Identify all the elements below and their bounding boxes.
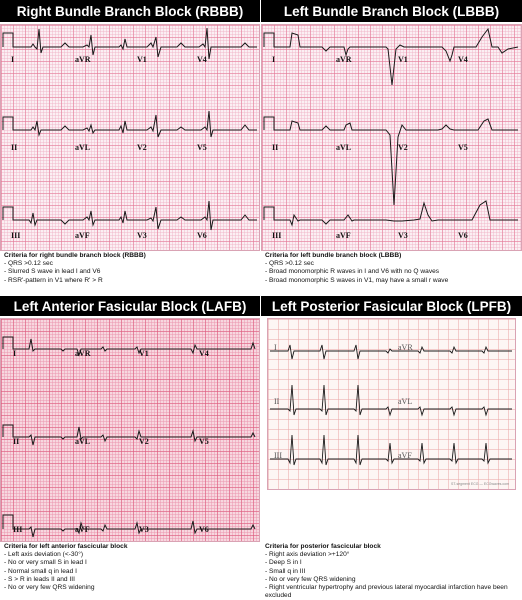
lafb-lead-v3: V3 xyxy=(139,525,149,534)
rbbb-title: Right Bundle Branch Block (RBBB) xyxy=(0,0,260,22)
lafb-criteria-title: Criteria for left anterior fascicular block xyxy=(4,543,128,550)
lbbb-lead-i: I xyxy=(272,55,276,64)
lafb-title: Left Anterior Fasicular Block (LAFB) xyxy=(0,296,260,316)
rbbb-lead-v6: V6 xyxy=(197,231,207,240)
lpfb-panel xyxy=(261,298,522,599)
lafb-criterion: - No or very few QRS widening xyxy=(4,584,95,592)
lpfb-watermark: ST-segment ECG — ECGwaves.com xyxy=(451,482,509,486)
rbbb-lead-i: I xyxy=(11,55,15,64)
lpfb-criteria xyxy=(265,543,519,600)
lbbb-criterion: - QRS >0.12 sec xyxy=(265,260,314,268)
lafb-lead-avf: aVF xyxy=(75,525,90,534)
lafb-criterion: - No or very small S in lead I xyxy=(4,559,87,567)
lpfb-criterion: - Deep S in I xyxy=(265,559,302,567)
lpfb-criteria-title: Criteria for posterior fascicular block xyxy=(265,543,381,550)
lpfb-criterion: - Right ventricular hypertrophy and previous lateral myocardial infarction have been excluded xyxy=(265,584,508,600)
lafb-lead-i: I xyxy=(13,349,17,358)
lbbb-ecg-traces xyxy=(262,25,521,250)
lafb-lead-v4: V4 xyxy=(199,349,209,358)
rbbb-lead-v3: V3 xyxy=(137,231,147,240)
lpfb-ecg-traces xyxy=(268,319,515,489)
rbbb-criterion: - QRS >0.12 sec xyxy=(4,260,53,268)
lafb-trace-row2 xyxy=(3,425,255,445)
rbbb-lead-iii: III xyxy=(11,231,21,240)
lbbb-title: Left Bundle Branch Block (LBBB) xyxy=(261,0,522,22)
rbbb-trace-row2 xyxy=(3,111,257,137)
lbbb-lead-v4: V4 xyxy=(458,55,468,64)
lbbb-criteria xyxy=(265,252,520,285)
lbbb-lead-v5: V5 xyxy=(458,143,468,152)
lafb-lead-iii: III xyxy=(13,525,23,534)
lafb-lead-avl: aVL xyxy=(75,437,91,446)
lafb-lead-v6: V6 xyxy=(199,525,209,534)
lpfb-lead-i: I xyxy=(274,343,277,352)
rbbb-lead-v5: V5 xyxy=(197,143,207,152)
lafb-criterion: - Normal small q in lead I xyxy=(4,567,77,575)
rbbb-lead-avr: aVR xyxy=(75,55,91,64)
lbbb-ecg-grid xyxy=(261,24,522,251)
lafb-trace-row1 xyxy=(3,337,255,355)
lbbb-lead-v6: V6 xyxy=(458,231,468,240)
lpfb-lead-avr: aVR xyxy=(398,343,413,352)
lbbb-criteria-title: Criteria for left bundle branch block (LBBB) xyxy=(265,252,402,259)
lafb-panel xyxy=(0,298,260,599)
rbbb-trace-row3 xyxy=(3,201,257,230)
rbbb-ecg-traces xyxy=(1,25,259,250)
lbbb-criterion: - Broad monomorphic R waves in I and V6 with no Q waves xyxy=(265,268,440,276)
rbbb-lead-v1: V1 xyxy=(137,55,147,64)
lpfb-trace-row3 xyxy=(270,435,512,465)
rbbb-lead-v4: V4 xyxy=(197,55,207,64)
lpfb-trace-row2 xyxy=(270,385,512,415)
lbbb-lead-iii: III xyxy=(272,231,282,240)
lpfb-criterion: - No or very few QRS widening xyxy=(265,575,356,583)
lafb-criterion: - S > R in leads II and III xyxy=(4,575,75,583)
rbbb-criterion: - Slurred S wave in lead I and V6 xyxy=(4,268,101,276)
lbbb-lead-v1: V1 xyxy=(398,55,408,64)
rbbb-lead-v2: V2 xyxy=(137,143,147,152)
lafb-lead-v1: V1 xyxy=(139,349,149,358)
lpfb-trace-row1 xyxy=(270,345,512,359)
rbbb-panel xyxy=(0,0,260,298)
rbbb-lead-avl: aVL xyxy=(75,143,91,152)
lbbb-trace-row2 xyxy=(264,117,518,205)
lbbb-trace-row3 xyxy=(264,201,518,225)
lafb-lead-v5: V5 xyxy=(199,437,209,446)
lafb-ecg-grid xyxy=(0,318,260,542)
lbbb-trace-row1 xyxy=(264,29,518,85)
rbbb-lead-ii: II xyxy=(11,143,18,152)
lafb-lead-avr: aVR xyxy=(75,349,91,358)
lpfb-criterion: - Small q in III xyxy=(265,567,306,575)
rbbb-ecg-grid xyxy=(0,24,260,251)
lafb-lead-v2: V2 xyxy=(139,437,149,446)
lbbb-criterion: - Broad monomorphic S waves in V1, may have a small r wave xyxy=(265,276,449,284)
lpfb-lead-iii: III xyxy=(274,451,282,460)
lpfb-criterion: - Right axis deviation >+120° xyxy=(265,551,350,559)
lbbb-lead-avf: aVF xyxy=(336,231,351,240)
rbbb-criteria-title: Criteria for right bundle branch block (RBBB) xyxy=(4,252,146,259)
lbbb-lead-avl: aVL xyxy=(336,143,352,152)
rbbb-lead-avf: aVF xyxy=(75,231,90,240)
lafb-criteria xyxy=(4,543,258,592)
rbbb-trace-row1 xyxy=(3,28,257,59)
rbbb-criterion: - RSR'-pattern in V1 where R' > R xyxy=(4,276,103,284)
lpfb-lead-avl: aVL xyxy=(398,397,413,406)
lbbb-lead-v3: V3 xyxy=(398,231,408,240)
lbbb-lead-v2: V2 xyxy=(398,143,408,152)
lbbb-panel xyxy=(261,0,522,298)
lbbb-lead-ii: II xyxy=(272,143,279,152)
lafb-lead-ii: II xyxy=(13,437,20,446)
lpfb-lead-avf: aVF xyxy=(398,451,412,460)
lbbb-lead-avr: aVR xyxy=(336,55,352,64)
lpfb-lead-ii: II xyxy=(274,397,280,406)
lafb-ecg-traces xyxy=(1,319,259,541)
lpfb-title: Left Posterior Fasicular Block (LPFB) xyxy=(261,296,522,316)
rbbb-criteria xyxy=(4,252,258,285)
lafb-criterion: - Left axis deviation (<-30°) xyxy=(4,551,84,559)
lafb-trace-row3 xyxy=(3,515,255,537)
lpfb-ecg-grid xyxy=(267,318,516,490)
